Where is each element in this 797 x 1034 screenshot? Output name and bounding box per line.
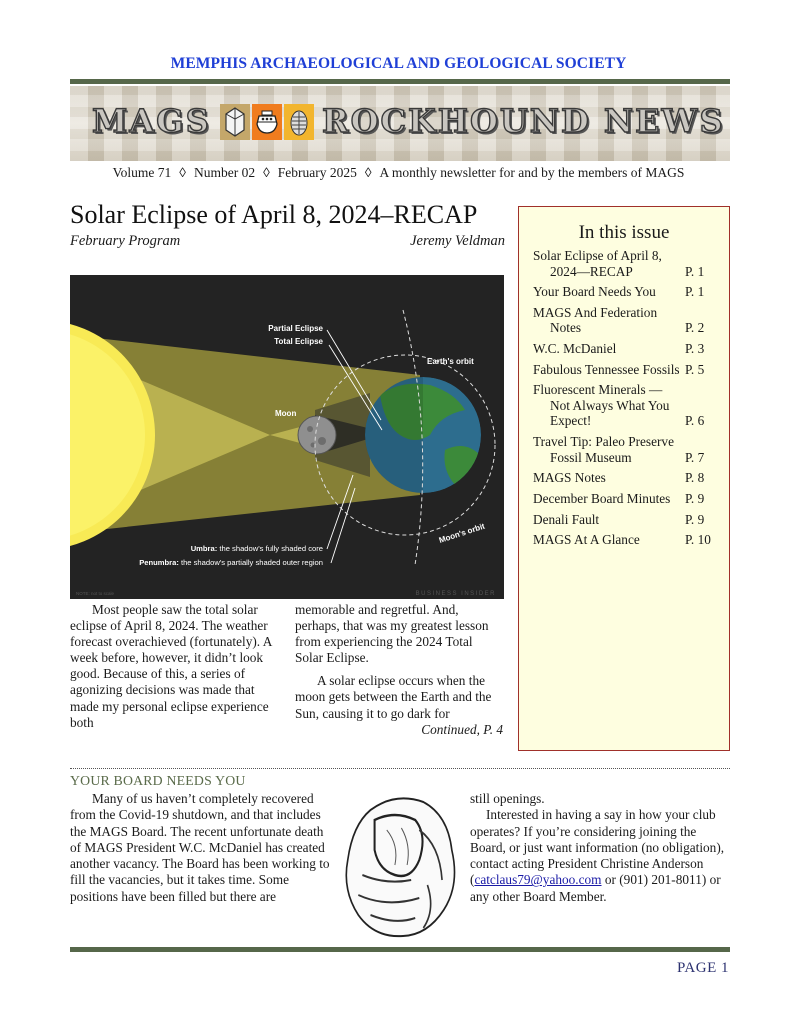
article-title: Solar Eclipse of April 8, 2024–RECAP <box>70 200 478 229</box>
masthead-banner <box>70 86 730 161</box>
issue-date: February 2025 <box>277 165 357 180</box>
in-this-issue-box <box>518 206 730 751</box>
society-name: MEMPHIS ARCHAEOLOGICAL AND GEOLOGICAL SOCIETY <box>170 55 627 72</box>
diagram-moons-orbit: Moon's orbit <box>437 521 486 545</box>
article-paragraph: memorable and regretful. And, perhaps, that was my greatest lesson from experiencing the 2024 Total Solar Eclipse. <box>295 602 489 666</box>
bottom-rule <box>70 947 730 952</box>
diagram-umbra: Umbra: the shadow's fully shaded core <box>190 544 323 553</box>
section-divider <box>70 768 730 769</box>
toc-item[interactable]: Travel Tip: Paleo Preserve Fossil Museum P. 7 <box>533 434 705 465</box>
article-paragraph: Most people saw the total solar eclipse of April 8, 2024. The weather forecast overachieved (fortunately). A week before, however, it didn’t look good. Because of this, a series of agonizing decisions was made that made my personal eclipse experience both <box>70 602 272 730</box>
article-paragraph: A solar eclipse occurs when the moon gets between the Earth and the Sun, causing it to go dark for <box>295 673 492 721</box>
toc-item[interactable]: Solar Eclipse of April 8, 2024—RECAP P. 1 <box>533 248 705 279</box>
top-rule <box>70 79 730 84</box>
volume: Volume 71 <box>112 165 172 180</box>
toc-title: In this issue <box>578 222 670 243</box>
diagram-partial-eclipse: Partial Eclipse <box>268 324 323 333</box>
toc-list <box>533 248 717 548</box>
pottery-icon <box>252 104 282 140</box>
email-link[interactable]: catclaus79@yahoo.com <box>474 872 602 888</box>
toc-item[interactable]: Denali Fault P. 9 <box>533 511 705 527</box>
diagram-note: NOTE: not to scale <box>76 591 115 596</box>
crystal-icon <box>220 104 250 140</box>
continued-link[interactable]: Continued, P. 4 <box>421 721 503 737</box>
separator: ◊ <box>364 165 372 180</box>
diagram-moon: Moon <box>275 409 297 418</box>
board-column-right <box>470 791 730 905</box>
board-heading: YOUR BOARD NEEDS YOU <box>70 773 246 788</box>
separator: ◊ <box>179 165 186 180</box>
toc-item[interactable]: MAGS Notes P. 8 <box>533 470 705 486</box>
trilobite-icon <box>284 104 314 140</box>
eclipse-diagram <box>70 275 504 599</box>
article-program: February Program <box>70 233 181 249</box>
toc-item[interactable]: MAGS And Federation Notes P. 2 <box>533 304 705 336</box>
article-author: Jeremy Veldman <box>410 233 505 249</box>
tagline: A monthly newsletter for and by the members of MAGS <box>379 165 685 180</box>
toc-item[interactable]: Fabulous Tennessee Fossils P. 5 <box>533 361 705 377</box>
masthead-rockhound-news: ROCKHOUND NEWS <box>322 102 725 140</box>
diagram-earths-orbit: Earth's orbit <box>427 357 474 366</box>
board-column-left <box>70 791 332 905</box>
toc-item[interactable]: Your Board Needs You P. 1 <box>533 284 705 300</box>
board-paragraph: Interested in having a say in how your club operates? If you’re considering joining the Board, or just want information (no obligation), contact acting President Christine Anderson (catclaus79@yahoo.com or (901) 201-8011) or any other Board Member. <box>470 807 725 904</box>
masthead-logo <box>220 104 314 140</box>
board-paragraph: Many of us haven’t completely recovered from the Covid-19 shutdown, and that includes the MAGS Board. The recent unfortunate death of MAGS President W.C. McDaniel has created another vacancy. The Board has been working to fill the vacancies, but it takes time. Some positions have been filled but there are <box>70 791 330 904</box>
issue-line <box>0 165 797 181</box>
page-number: PAGE 1 <box>676 960 729 976</box>
toc-item[interactable]: W.C. McDaniel P. 3 <box>533 341 705 357</box>
pointing-hand-image <box>338 790 464 940</box>
issue-number: Number 02 <box>193 165 256 180</box>
separator: ◊ <box>263 165 270 180</box>
toc-item[interactable]: December Board Minutes P. 9 <box>533 491 705 506</box>
toc-item[interactable]: Fluorescent Minerals —Not Always What You Expect! P. 6 <box>533 382 705 429</box>
diagram-penumbra: Penumbra: the shadow's partially shaded outer region <box>139 558 323 567</box>
diagram-total-eclipse: Total Eclipse <box>274 337 323 346</box>
toc-item[interactable]: MAGS At A Glance P. 10 <box>533 532 711 548</box>
article-column-1 <box>70 602 275 731</box>
diagram-credit: BUSINESS INSIDER <box>415 591 496 597</box>
moon <box>298 416 336 454</box>
article-column-2 <box>295 602 503 738</box>
board-paragraph: still openings. <box>470 791 545 806</box>
masthead-mags: MAGS <box>92 102 211 140</box>
